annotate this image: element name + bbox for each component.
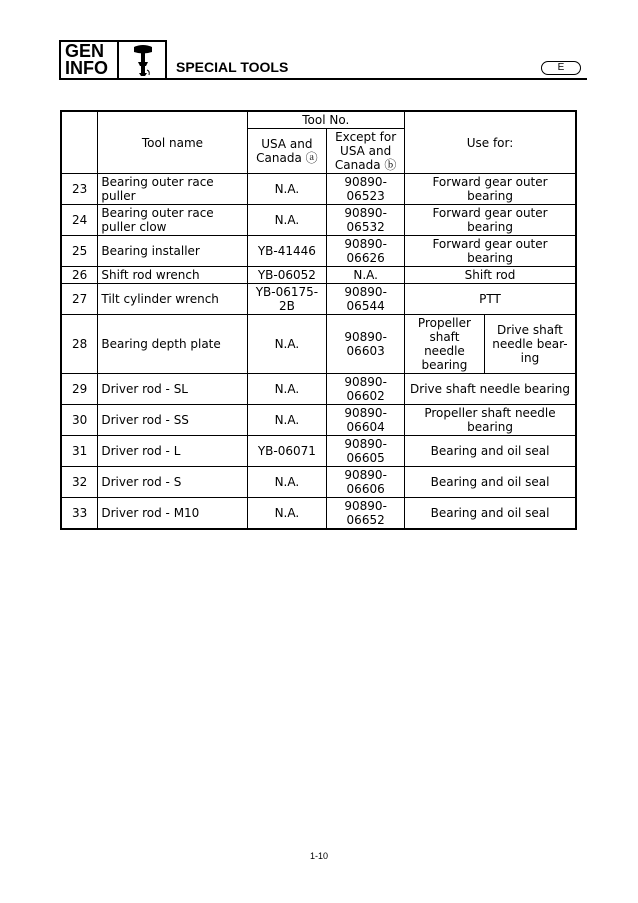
section-label-line1: GEN [65,41,105,61]
table-row [61,467,576,498]
tool-name: Driver rod - SL [98,374,247,405]
table-row [61,205,576,236]
tool-name: Bearing outer race puller [98,174,247,205]
table-row [61,436,576,467]
use-for: Drive shaft needle bearing [405,374,576,405]
usa-canada-number: YB-06071 [247,436,327,467]
row-number: 26 [61,267,98,284]
row-number: 23 [61,174,98,205]
usa-canada-number: N.A. [247,467,327,498]
tool-name: Bearing installer [98,236,247,267]
header-tool-no: Tool No. [247,111,405,129]
except-usa-canada-number: 90890-06606 [327,467,405,498]
table-row [61,174,576,205]
except-usa-canada-number: 90890-06605 [327,436,405,467]
row-number: 25 [61,236,98,267]
table-row [61,236,576,267]
use-for: Forward gear outer bearing [405,236,576,267]
except-usa-canada-number: 90890-06602 [327,374,405,405]
tool-name: Shift rod wrench [98,267,247,284]
tool-name: Driver rod - SS [98,405,247,436]
section-badge [59,40,167,80]
use-for: Bearing and oil seal [405,498,576,530]
row-number: 33 [61,498,98,530]
header-number [61,111,98,174]
header-use-for: Use for: [405,111,576,174]
table-row [61,374,576,405]
row-number: 31 [61,436,98,467]
use-for: Forward gear outer bearing [405,205,576,236]
except-usa-canada-number: 90890-06652 [327,498,405,530]
page-title: SPECIAL TOOLS [176,59,289,75]
usa-canada-number: YB-06052 [247,267,327,284]
except-usa-canada-number: 90890-06523 [327,174,405,205]
except-usa-canada-number: 90890-06544 [327,284,405,315]
header-rule [167,78,587,80]
except-usa-canada-number: 90890-06603 [327,315,405,374]
row-number: 30 [61,405,98,436]
use-for: PTT [405,284,576,315]
usa-canada-number: N.A. [247,174,327,205]
row-number: 28 [61,315,98,374]
header-tool-name: Tool name [98,111,247,174]
tool-name: Driver rod - S [98,467,247,498]
usa-canada-number: N.A. [247,498,327,530]
tool-name: Bearing outer race puller clow [98,205,247,236]
except-usa-canada-number: 90890-06626 [327,236,405,267]
table-header-row [61,111,576,129]
usa-canada-number: N.A. [247,405,327,436]
tool-name: Tilt cylinder wrench [98,284,247,315]
table-row [61,267,576,284]
tool-name: Driver rod - M10 [98,498,247,530]
section-label-line2: INFO [65,58,108,78]
table-row [61,284,576,315]
usa-canada-number: YB-41446 [247,236,327,267]
except-usa-canada-number: 90890-06532 [327,205,405,236]
use-for-b: Drive shaft needle bear-ing [484,315,576,374]
table-row [61,315,576,374]
usa-canada-number: N.A. [247,205,327,236]
language-badge: E [541,61,581,75]
use-for: Shift rod [405,267,576,284]
row-number: 24 [61,205,98,236]
except-usa-canada-number: N.A. [327,267,405,284]
tool-name: Bearing depth plate [98,315,247,374]
usa-canada-number: N.A. [247,374,327,405]
row-number: 27 [61,284,98,315]
use-for: Bearing and oil seal [405,436,576,467]
usa-canada-number: YB-06175-2B [247,284,327,315]
use-for: Bearing and oil seal [405,467,576,498]
special-tools-table [60,110,577,530]
use-for-a: Propeller shaft needle bearing [405,315,485,374]
header-except-usa-canada: Except for USA and Canada ⓑ [327,129,405,174]
header-usa-canada: USA and Canada ⓐ [247,129,327,174]
use-for: Propeller shaft needle bearing [405,405,576,436]
tool-name: Driver rod - L [98,436,247,467]
outboard-motor-icon [125,43,161,77]
use-for: Forward gear outer bearing [405,174,576,205]
usa-canada-number: N.A. [247,315,327,374]
row-number: 32 [61,467,98,498]
page-number: 1-10 [309,851,328,861]
section-label [61,42,119,78]
table-row [61,498,576,530]
row-number: 29 [61,374,98,405]
table-row [61,405,576,436]
except-usa-canada-number: 90890-06604 [327,405,405,436]
